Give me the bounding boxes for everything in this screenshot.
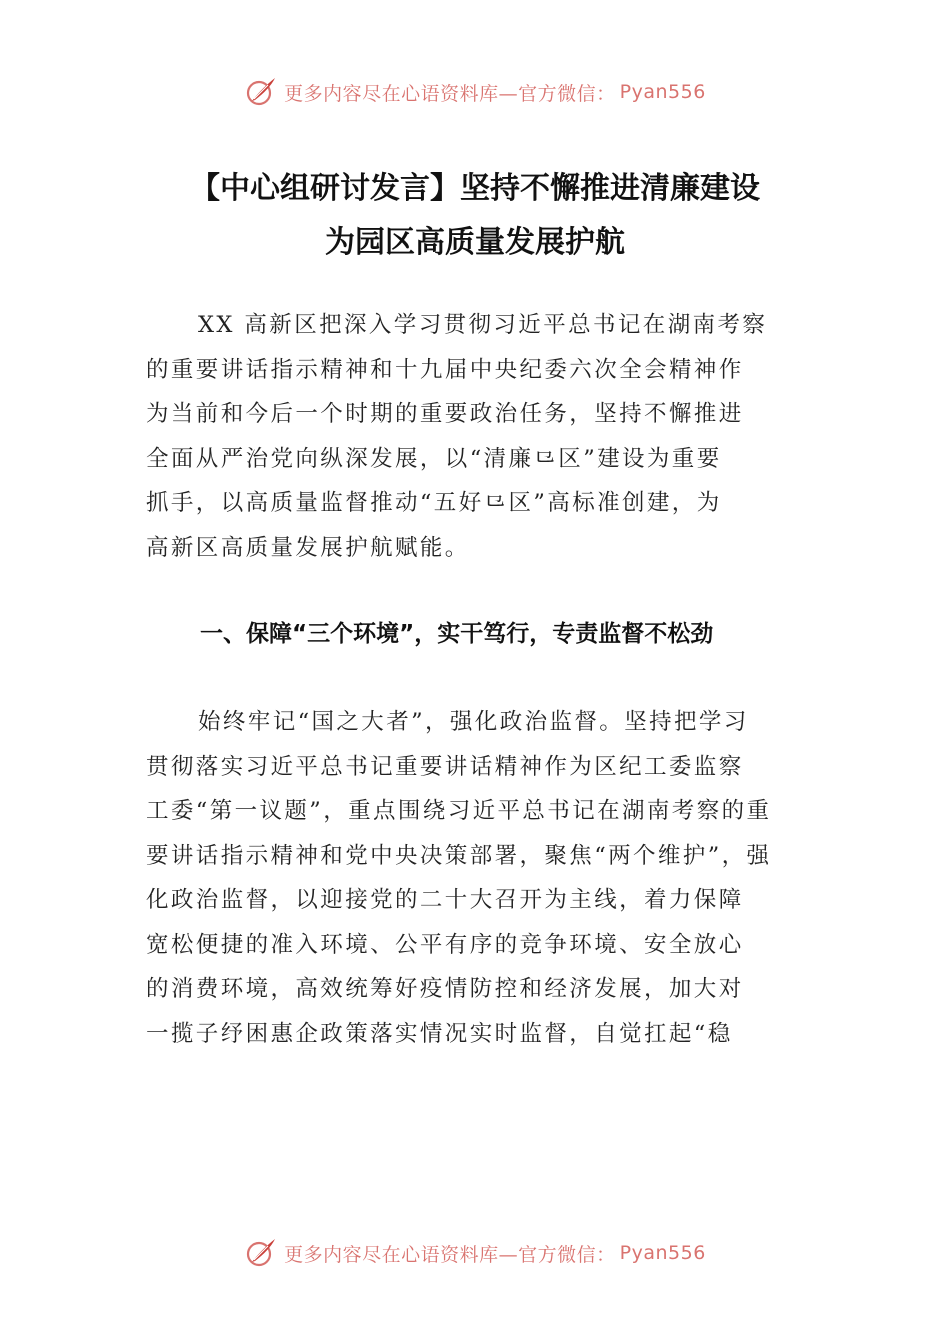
paragraph-line: 始终牢记“国之大者”，强化政治监督。坚持把学习 bbox=[198, 709, 749, 735]
quill-logo-icon bbox=[244, 75, 278, 109]
title-line-2: 为园区高质量发展护航 bbox=[325, 225, 625, 260]
watermark-text: 更多内容尽在心语资料库—官方微信： bbox=[284, 1243, 616, 1266]
paragraph-line: 的消费环境，高效统筹好疫情防控和经济发展，加大对 bbox=[146, 976, 744, 1002]
paragraph-line: 化政治监督，以迎接党的二十大召开为主线，着力保障 bbox=[146, 887, 744, 913]
watermark-text: 更多内容尽在心语资料库—官方微信： bbox=[284, 82, 616, 105]
paragraph-line: 宽松便捷的准入环境、公平有序的竞争环境、安全放心 bbox=[146, 931, 744, 958]
paragraph-line: 要讲话指示精神和党中央决策部署，聚焦“两个维护”，强 bbox=[146, 842, 772, 869]
paragraph-line: 一揽子纾困惠企政策落实情况实时监督，自觉扛起“稳 bbox=[146, 1020, 733, 1047]
paragraph-line: 工委“第一议题”，重点围绕习近平总书记在湖南考察的重 bbox=[146, 798, 772, 824]
paragraph-line: XX 高新区把深入学习贯彻习近平总书记在湖南考察 bbox=[198, 312, 768, 338]
title-line-1: 【中心组研讨发言】坚持不懈推进清廉建设 bbox=[190, 171, 760, 206]
paragraph-line: 高新区高质量发展护航赋能。 bbox=[146, 534, 470, 561]
watermark-wechat-id: Pyan556 bbox=[619, 1242, 706, 1264]
section-heading: 一、保障“三个环境”，实干笃行，专责监督不松劲 bbox=[200, 621, 714, 647]
quill-logo-icon bbox=[244, 1236, 278, 1270]
document-title bbox=[100, 162, 850, 270]
intro-paragraph bbox=[146, 303, 818, 570]
paragraph-line: 贯彻落实习近平总书记重要讲话精神作为区纪工委监察 bbox=[146, 753, 744, 780]
paragraph-line: 全面从严治党向纵深发展，以“清廉⺋区”建设为重要 bbox=[146, 445, 722, 472]
paragraph-line: 为当前和今后一个时期的重要政治任务，坚持不懈推进 bbox=[146, 401, 744, 427]
paragraph-line: 抓手，以高质量监督推动“五好⺋区”高标准创建，为 bbox=[146, 490, 722, 516]
watermark-wechat-id: Pyan556 bbox=[619, 81, 706, 103]
footer-watermark bbox=[0, 1233, 950, 1273]
paragraph-line: 的重要讲话指示精神和十九届中央纪委六次全会精神作 bbox=[146, 356, 744, 383]
section-paragraph bbox=[146, 700, 818, 1056]
header-watermark bbox=[0, 72, 950, 112]
